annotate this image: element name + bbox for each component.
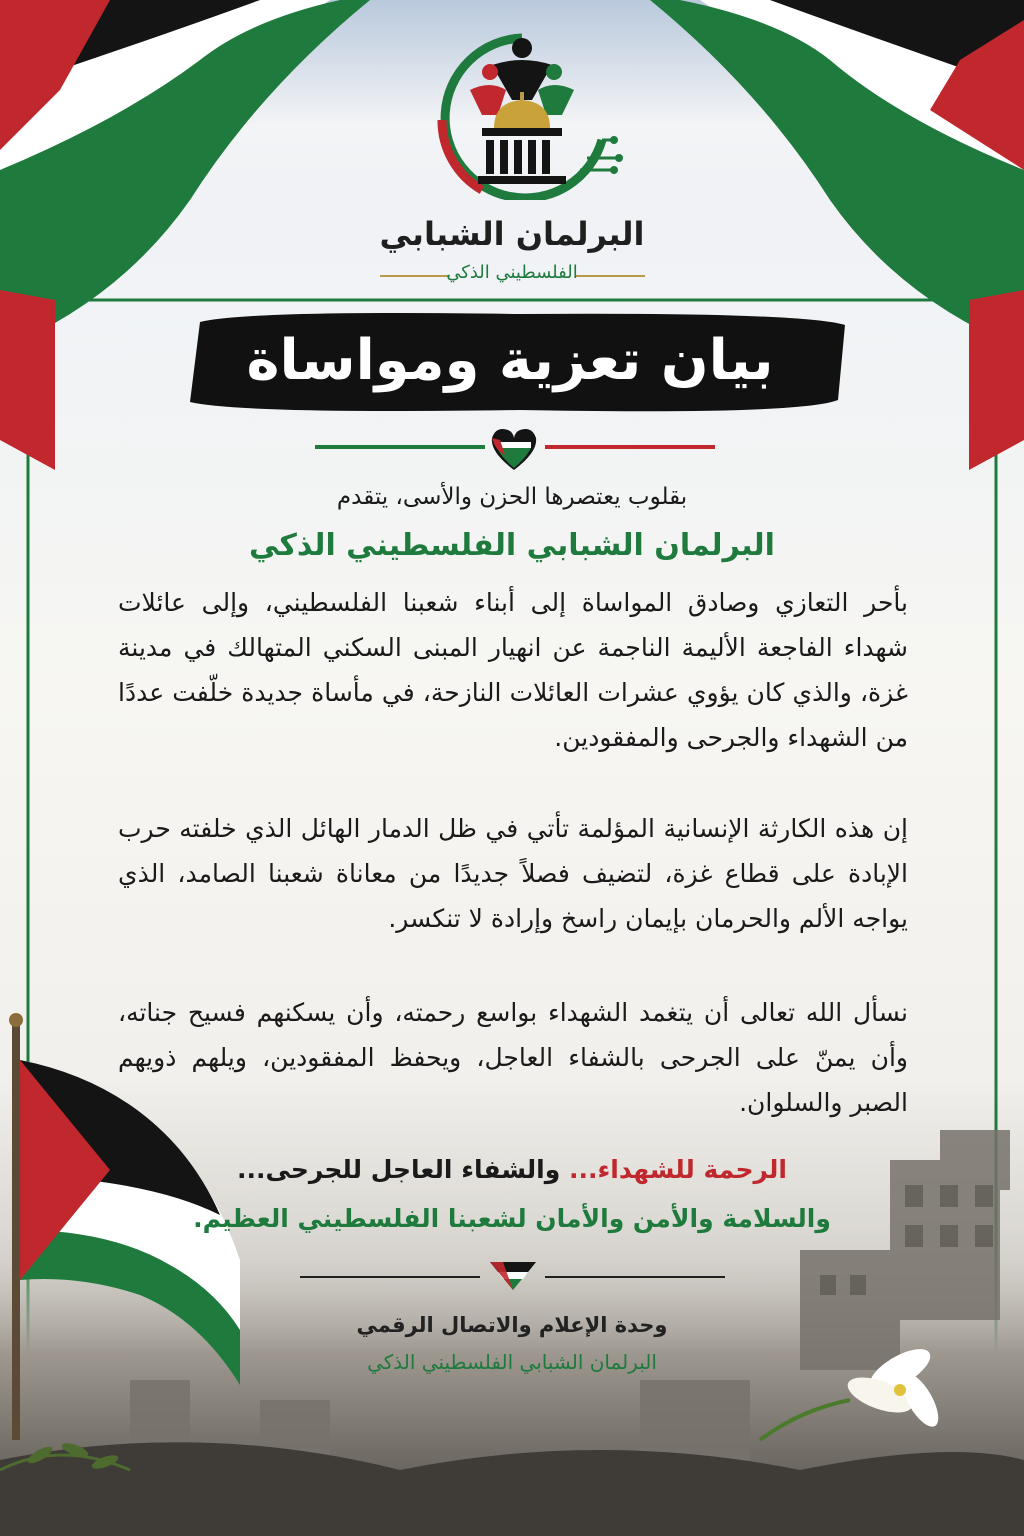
paragraph-condolences: بأحر التعازي وصادق المواساة إلى أبناء شعبنا الفلسطيني، وإلى عائلات شهداء الفاجعة الأليمة الناجمة عن انهيار المبنى السكني المتهالك في مدينة غزة، والذي كان يؤوي عشرات العائلات النازحة، في مأساة جديدة خلّفت عددًا من الشهداء والجرحى والمفقودين. <box>118 588 908 752</box>
org-full-name: البرلمان الشبابي الفلسطيني الذكي <box>249 528 775 563</box>
statement-intro: بقلوب يعتصرها الحزن والأسى، يتقدم <box>336 484 688 510</box>
logo-emblem <box>412 30 632 200</box>
closing-line-2: والسلامة والأمن والأمان لشعبنا الفلسطيني العظيم. <box>193 1204 831 1233</box>
paragraph-catastrophe: إن هذه الكارثة الإنسانية المؤلمة تأتي في ظل الدمار الهائل الذي خلفته حرب الإبادة على قطاع غزة، لتضيف فصلاً جديدًا من معاناة شعبنا الصامد، الذي يواجه الألم والحرمان بإيمان راسخ وإرادة لا تنكسر. <box>118 814 908 933</box>
closing-martyrs: الرحمة للشهداء... <box>569 1155 787 1184</box>
closing-wounded: والشفاء العاجل للجرحى... <box>237 1155 569 1184</box>
signature-org: البرلمان الشبابي الفلسطيني الذكي <box>367 1350 657 1374</box>
paragraph-prayer: نسأل الله تعالى أن يتغمد الشهداء بواسع رحمته، وأن يسكنهم فسيح جناته، وأن يمنّ على الجرحى بالشفاء العاجل، ويحفظ المفقودين، ويلهم ذويهم الصبر والسلوان. <box>118 998 908 1117</box>
signature-unit: وحدة الإعلام والاتصال الرقمي <box>356 1313 668 1337</box>
closing-line-1 <box>150 1155 874 1184</box>
statement-title: بيان تعزية ومواساة <box>246 328 774 393</box>
org-subtitle: الفلسطيني الذكي <box>446 262 578 283</box>
org-title: البرلمان الشبابي <box>379 215 645 253</box>
